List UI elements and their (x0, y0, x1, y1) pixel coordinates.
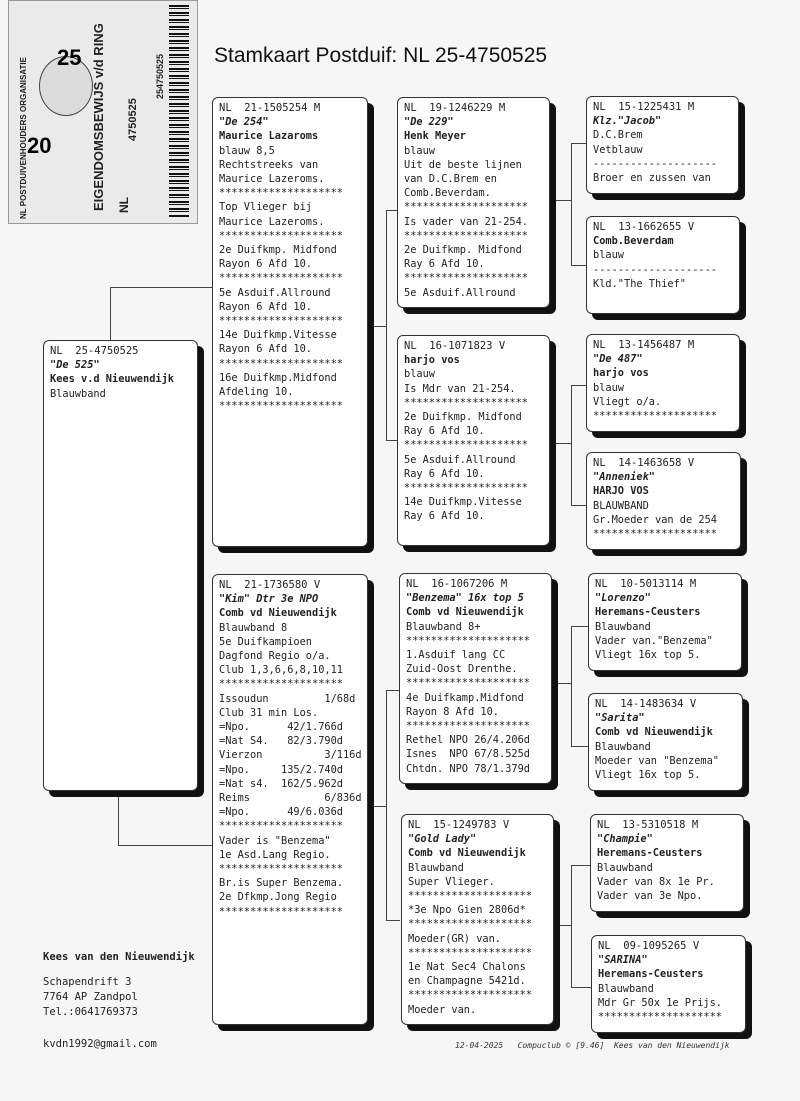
owner-address (43, 950, 195, 1052)
card-line: ******************** (219, 400, 343, 413)
connector-line (554, 683, 572, 684)
card-line: Moeder(GR) van. (408, 932, 501, 945)
card-line: Ray 6 Afd 10. (404, 510, 485, 523)
breeder-name: Comb vd Nieuwendijk (595, 726, 713, 739)
card-line: Ray 6 Afd 10. (404, 425, 485, 438)
pigeon-nickname: Klz."Jacob" (593, 115, 662, 128)
card-line: ******************** (598, 1011, 722, 1024)
card-line: D.C.Brem (593, 129, 643, 142)
card-line: blauw (404, 368, 435, 381)
pigeon-card-subject[interactable] (43, 340, 198, 791)
card-line: ******************** (406, 634, 530, 647)
owner-city: 7764 AP Zandpol (43, 991, 138, 1003)
card-line: 2e Duifkmp. Midfond (404, 411, 522, 424)
sticker-country: NL (117, 197, 131, 213)
pigeon-nickname: "Anneniek" (593, 471, 655, 484)
breeder-name: Comb vd Nieuwendijk (219, 607, 337, 620)
card-line: Issoudun 1/68d (219, 692, 356, 705)
card-line: Rayon 6 Afd 10. (219, 300, 312, 313)
pigeon-card-mfm[interactable] (588, 693, 743, 791)
card-line: 5e Asduif.Allround (219, 286, 331, 299)
card-line: 14e Duifkmp.Vitesse (219, 329, 337, 342)
breeder-name: Heremans-Ceusters (597, 847, 703, 860)
connector-line (556, 925, 572, 926)
connector-line (386, 920, 400, 921)
card-line: Kld."The Thief" (593, 277, 686, 290)
card-line: Zuid-Oost Drenthe. (406, 663, 518, 676)
breeder-name: Comb.Beverdam (593, 235, 674, 248)
connector-line (571, 385, 572, 505)
card-line: 1e Nat Sec4 Chalons (408, 961, 526, 974)
card-line: Blauwband 8+ (406, 620, 481, 633)
connector-line (110, 287, 111, 341)
card-line: Uit de beste lijnen (404, 158, 522, 171)
connector-line (386, 210, 387, 440)
card-line: Vader is "Benzema" (219, 834, 331, 847)
pigeon-card-ffm[interactable] (586, 216, 740, 314)
card-line: 2e Dfkmp.Jong Regio (219, 891, 337, 904)
card-line: =Nat S4. 82/3.790d (219, 735, 343, 748)
card-line: ******************** (593, 528, 717, 541)
card-line: =Nat s4. 162/5.962d (219, 777, 343, 790)
card-line: blauw (404, 144, 435, 157)
ring-number: NL 13-1456487 M (593, 339, 695, 351)
pigeon-nickname: "Benzema" 16x top 5 (406, 592, 524, 605)
card-line: 4e Duifkamp.Midfond (406, 691, 524, 704)
card-line: ******************** (219, 315, 343, 328)
breeder-name: Maurice Lazaroms (219, 130, 319, 143)
card-line: Br.is Super Benzema. (219, 877, 343, 890)
card-line: Vader van 3e Npo. (597, 890, 703, 903)
pigeon-nickname: "Champie" (597, 833, 653, 846)
owner-name: Kees van den Nieuwendijk (43, 951, 195, 963)
pigeon-card-ff[interactable] (397, 97, 550, 308)
pigeon-nickname: "De 525" (50, 359, 100, 372)
ring-number: NL 15-1225431 M (593, 101, 695, 113)
pigeon-nickname: "SARINA" (598, 954, 648, 967)
breeder-name: Kees v.d Nieuwendijk (50, 373, 174, 386)
card-line: Comb.Beverdam. (404, 187, 491, 200)
page-title: Stamkaart Postduif: NL 25-4750525 (214, 44, 548, 67)
card-line: Maurice Lazeroms. (219, 215, 325, 228)
card-line: Vader van 8x 1e Pr. (597, 875, 715, 888)
card-line: 2e Duifkmp. Midfond (404, 244, 522, 257)
card-line: ******************** (219, 678, 343, 691)
card-line: Super Vlieger. (408, 875, 495, 888)
connector-line (372, 326, 387, 327)
pigeon-nickname: "De 229" (404, 116, 454, 129)
connector-line (386, 690, 387, 920)
card-line: =Npo. 42/1.766d (219, 721, 343, 734)
card-line: Blauwband 8 (219, 621, 288, 634)
sticker-proof: EIGENDOMSBEWIJS v/d RING (91, 23, 106, 211)
ring-number: NL 16-1071823 V (404, 340, 506, 352)
card-line: ******************** (406, 720, 530, 733)
card-line: Moeder van. (408, 1003, 477, 1016)
card-line: blauw (593, 381, 624, 394)
card-line: ******************** (219, 229, 343, 242)
pigeon-nickname: "Kim" Dtr 3e NPO (219, 593, 319, 606)
ring-number: NL 13-5310518 M (597, 819, 699, 831)
pigeon-card-fm[interactable] (397, 335, 550, 546)
card-line: ******************** (404, 201, 528, 214)
owner-phone: Tel.:0641769373 (43, 1006, 138, 1018)
ring-number: NL 16-1067206 M (406, 578, 508, 590)
connector-line (554, 443, 572, 444)
card-line: Broer en zussen van (593, 172, 711, 185)
owner-email[interactable]: kvdn1992@gmail.com (43, 1038, 157, 1050)
card-line: Vierzon 3/116d (219, 749, 362, 762)
ring-number: NL 09-1095265 V (598, 940, 700, 952)
card-line: ******************** (404, 272, 528, 285)
card-line: ******************** (404, 482, 528, 495)
card-line: Rayon 8 Afd 10. (406, 705, 499, 718)
card-line: Blauwband (597, 861, 653, 874)
card-line: Blauwband (595, 740, 651, 753)
card-line: Vliegt 16x top 5. (595, 649, 701, 662)
breeder-name: Heremans-Ceusters (595, 606, 701, 619)
pigeon-card-mf[interactable] (399, 573, 552, 784)
sticker-number-2: 254750525 (155, 53, 165, 99)
pigeon-card-mff[interactable] (588, 573, 742, 671)
card-line: 5e Asduif.Allround (404, 453, 516, 466)
card-line: Mdr Gr 50x 1e Prijs. (598, 996, 722, 1009)
card-line: 16e Duifkmp.Midfond (219, 371, 337, 384)
breeder-name: Heremans-Ceusters (598, 968, 704, 981)
card-line: =Npo. 49/6.036d (219, 806, 343, 819)
pigeon-card-mother[interactable] (212, 574, 368, 1025)
pigeon-nickname: "De 254" (219, 116, 269, 129)
card-line: 1.Asduif lang CC (406, 649, 506, 662)
card-line: Afdeling 10. (219, 386, 294, 399)
breeder-name: Comb vd Nieuwendijk (408, 847, 526, 860)
card-line: Rayon 6 Afd 10. (219, 258, 312, 271)
card-line: -------------------- (593, 263, 717, 276)
card-line: ******************** (219, 905, 343, 918)
sticker-org: NL POSTDUIVENHOUDERS ORGANISATIE (19, 57, 28, 219)
connector-line (372, 806, 387, 807)
card-line: Is vader van 21-254. (404, 215, 528, 228)
pigeon-card-mmf[interactable] (590, 814, 744, 912)
connector-line (571, 626, 572, 746)
card-line: Vader van."Benzema" (595, 634, 713, 647)
connector-line (118, 795, 119, 845)
card-line: Maurice Lazeroms. (219, 173, 325, 186)
connector-line (554, 200, 572, 201)
ring-number: NL 13-1662655 V (593, 221, 695, 233)
card-line: Moeder van "Benzema" (595, 754, 719, 767)
pigeon-card-fmf[interactable] (586, 334, 740, 432)
connector-line (571, 626, 589, 627)
card-line: Isnes NPO 67/8.525d (406, 748, 530, 761)
card-line: 14e Duifkmp.Vitesse (404, 496, 522, 509)
card-line: ******************** (404, 439, 528, 452)
card-line: ******************** (219, 357, 343, 370)
connector-line (571, 143, 587, 144)
sticker-year-b: 25 (57, 45, 82, 70)
card-line: ******************** (219, 272, 343, 285)
sticker-year-a: 20 (27, 133, 52, 158)
breeder-name: Comb vd Nieuwendijk (406, 606, 524, 619)
card-line: ******************** (408, 890, 532, 903)
card-line: Is Mdr van 21-254. (404, 382, 516, 395)
card-line: 1e Asd.Lang Regio. (219, 848, 331, 861)
card-line: =Npo. 135/2.740d (219, 763, 343, 776)
card-line: Rayon 6 Afd 10. (219, 343, 312, 356)
card-line: ******************** (408, 918, 532, 931)
card-line: Chtdn. NPO 78/1.379d (406, 762, 530, 775)
card-line: ******************** (404, 229, 528, 242)
card-line: 5e Asduif.Allround (404, 286, 516, 299)
sticker-number: 4750525 (127, 98, 139, 141)
barcode (169, 5, 189, 217)
card-line: ******************** (408, 989, 532, 1002)
card-line: *3e Npo Gien 2806d* (408, 904, 526, 917)
card-line: -------------------- (593, 157, 717, 170)
pigeon-nickname: "De 487" (593, 353, 643, 366)
card-line: Blauwband (595, 620, 651, 633)
footer-credit: 12-04-2025 Compuclub © [9.46] Kees van den Nieuwendijk (455, 1041, 730, 1050)
card-line: Ray 6 Afd 10. (404, 467, 485, 480)
card-line: ******************** (408, 946, 532, 959)
card-line: Ray 6 Afd 10. (404, 258, 485, 271)
breeder-name: HARJO VOS (593, 485, 649, 498)
pigeon-card-father[interactable] (212, 97, 368, 547)
connector-line (571, 385, 587, 386)
connector-line (571, 987, 593, 988)
ring-number: NL 19-1246229 M (404, 102, 506, 114)
connector-line (571, 143, 572, 265)
pigeon-nickname: "Gold Lady" (408, 833, 477, 846)
card-line: en Champagne 5421d. (408, 975, 526, 988)
card-line: Club 31 min Los. (219, 706, 319, 719)
connector-line (571, 865, 572, 987)
pigeon-card-fmm[interactable] (586, 452, 741, 550)
card-line: ******************** (219, 187, 343, 200)
card-line: blauw 8,5 (219, 144, 275, 157)
pigeon-nickname: "Sarita" (595, 712, 645, 725)
card-line: Rechtstreeks van (219, 158, 319, 171)
pigeon-nickname: "Lorenzo" (595, 592, 651, 605)
connector-line (571, 265, 587, 266)
card-line: ******************** (219, 863, 343, 876)
card-line: 2e Duifkmp. Midfond (219, 244, 337, 257)
card-line: Dagfond Regio o/a. (219, 650, 331, 663)
card-line: ******************** (406, 677, 530, 690)
card-line: Club 1,3,6,6,8,10,11 (219, 664, 343, 677)
ring-certificate-sticker (8, 0, 198, 224)
ring-number: NL 21-1505254 M (219, 102, 321, 114)
connector-line (386, 690, 400, 691)
card-line: Blauwband (50, 387, 106, 400)
card-line: ******************** (404, 396, 528, 409)
connector-line (110, 287, 214, 288)
ring-number: NL 14-1463658 V (593, 457, 695, 469)
card-line: van D.C.Brem en (404, 173, 497, 186)
connector-line (571, 746, 589, 747)
card-line: Vliegt o/a. (593, 395, 662, 408)
card-line: 5e Duifkampioen (219, 635, 312, 648)
card-line: Vliegt 16x top 5. (595, 769, 701, 782)
card-line: Vetblauw (593, 143, 643, 156)
card-line: BLAUWBAND (593, 499, 649, 512)
breeder-name: harjo vos (404, 354, 460, 367)
card-line: Rethel NPO 26/4.206d (406, 734, 530, 747)
pigeon-card-mmm[interactable] (591, 935, 746, 1033)
ring-number: NL 21-1736580 V (219, 579, 321, 591)
ring-number: NL 10-5013114 M (595, 578, 697, 590)
card-line: Blauwband (408, 861, 464, 874)
card-line: Gr.Moeder van de 254 (593, 513, 717, 526)
ring-number: NL 15-1249783 V (408, 819, 510, 831)
card-line: ******************** (593, 410, 717, 423)
breeder-name: harjo vos (593, 367, 649, 380)
connector-line (571, 505, 587, 506)
card-line: Reims 6/836d (219, 792, 362, 805)
pigeon-card-fff[interactable] (586, 96, 739, 194)
breeder-name: Henk Meyer (404, 130, 466, 143)
owner-street: Schapendrift 3 (43, 976, 132, 988)
card-line: Blauwband (598, 982, 654, 995)
pigeon-card-mm[interactable] (401, 814, 554, 1025)
ring-number: NL 25-4750525 (50, 345, 139, 357)
card-line: blauw (593, 249, 624, 262)
card-line: ******************** (219, 820, 343, 833)
card-line: Top Vlieger bij (219, 201, 312, 214)
ring-number: NL 14-1483634 V (595, 698, 697, 710)
connector-line (118, 845, 214, 846)
